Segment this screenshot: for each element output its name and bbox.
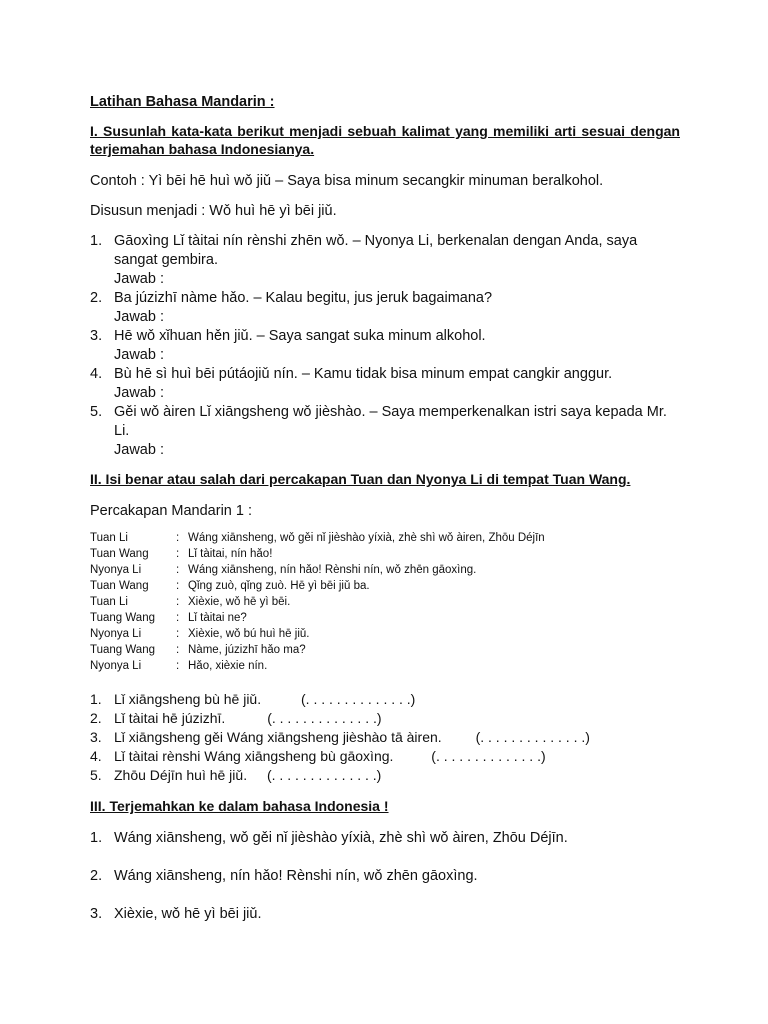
list-item bbox=[90, 829, 680, 848]
dialogue-line: Qǐng zuò, qǐng zuò. Hē yì bēi jiǔ ba. bbox=[188, 580, 370, 592]
speaker-name: Tuan Wang bbox=[90, 548, 149, 560]
dialogue-row bbox=[90, 530, 680, 546]
dialogue-colon: : bbox=[176, 564, 180, 576]
statement-text: Lǐ xiāngsheng bù hē jiǔ. bbox=[114, 691, 262, 707]
dialogue-row bbox=[90, 578, 680, 594]
dialogue-colon: : bbox=[176, 596, 180, 608]
section-3-heading: III. Terjemahkan ke dalam bahasa Indonesia ! bbox=[90, 798, 389, 814]
dialogue-colon: : bbox=[176, 548, 180, 560]
list-item bbox=[90, 867, 680, 886]
speaker-name: Tuang Wang bbox=[90, 644, 155, 656]
speaker-name: Tuang Wang bbox=[90, 612, 155, 624]
list-item bbox=[90, 709, 680, 728]
translation-sentence: Wáng xiānsheng, nín hǎo! Rènshi nín, wǒ zhēn gāoxìng. bbox=[114, 868, 478, 884]
speaker-name: Tuan Li bbox=[90, 532, 128, 544]
item-text: Ba júzizhī nàme hǎo. – Kalau begitu, jus jeruk bagaimana? bbox=[114, 290, 493, 306]
answer-label: Jawab : bbox=[114, 442, 164, 458]
true-false-list bbox=[90, 690, 680, 785]
dialogue-colon: : bbox=[176, 660, 180, 672]
worksheet-content bbox=[90, 88, 680, 943]
item-number: 5. bbox=[90, 404, 103, 420]
statement-text: Lǐ tàitai hē júzizhī. bbox=[114, 710, 226, 726]
list-item bbox=[90, 327, 680, 365]
dialogue-line: Lǐ tàitai, nín hǎo! bbox=[188, 548, 273, 560]
item-number: 2. bbox=[90, 710, 102, 726]
section-1-heading: I. Susunlah kata-kata berikut menjadi sebuah kalimat yang memiliki arti sesuai dengan terjemahan bahasa Indonesianya. bbox=[90, 123, 680, 157]
dialogue-row bbox=[90, 562, 680, 578]
item-number: 1. bbox=[90, 233, 103, 249]
dialogue-row bbox=[90, 658, 680, 674]
conversation-title: Percakapan Mandarin 1 : bbox=[90, 503, 253, 519]
dialogue-row bbox=[90, 626, 680, 642]
dialogue-colon: : bbox=[176, 628, 180, 640]
answer-blank: (. . . . . . . . . . . . . .) bbox=[267, 710, 382, 726]
item-text: Gāoxìng Lǐ tàitai nín rènshi zhēn wǒ. – Nyonya Li, berkenalan dengan Anda, saya sangat gembira. bbox=[114, 233, 638, 268]
answer-label: Jawab : bbox=[114, 347, 164, 363]
dialogue-row bbox=[90, 546, 680, 562]
answer-blank: (. . . . . . . . . . . . . .) bbox=[475, 729, 590, 745]
statement-text: Lǐ xiāngsheng gěi Wáng xiāngsheng jièshào tā àiren. bbox=[114, 729, 442, 745]
dialogue-colon: : bbox=[176, 612, 180, 624]
answer-label: Jawab : bbox=[114, 385, 164, 401]
list-item bbox=[90, 766, 680, 785]
section-2-heading: II. Isi benar atau salah dari percakapan Tuan dan Nyonya Li di tempat Tuan Wang. bbox=[90, 471, 631, 487]
answer-blank: (. . . . . . . . . . . . . .) bbox=[301, 691, 416, 707]
answer-label: Jawab : bbox=[114, 309, 164, 325]
item-number: 3. bbox=[90, 906, 103, 922]
answer-label: Jawab : bbox=[114, 271, 164, 287]
list-item bbox=[90, 289, 680, 327]
translation-list bbox=[90, 829, 680, 924]
list-item bbox=[90, 690, 680, 709]
dialogue-line: Lǐ tàitai ne? bbox=[188, 612, 247, 624]
item-number: 3. bbox=[90, 729, 102, 745]
item-number: 1. bbox=[90, 691, 102, 707]
dialogue-colon: : bbox=[176, 644, 180, 656]
dialogue-row bbox=[90, 594, 680, 610]
item-number: 4. bbox=[90, 366, 103, 382]
statement-text: Zhōu Déjīn huì hē jiǔ. bbox=[114, 767, 248, 783]
item-text: Hē wǒ xǐhuan hěn jiǔ. – Saya sangat suka minum alkohol. bbox=[114, 328, 486, 344]
answer-blank: (. . . . . . . . . . . . . .) bbox=[266, 767, 382, 783]
answer-blank: (. . . . . . . . . . . . . .) bbox=[431, 748, 546, 764]
section-1-list bbox=[90, 232, 680, 460]
list-item bbox=[90, 232, 680, 289]
speaker-name: Tuan Wang bbox=[90, 580, 149, 592]
item-number: 4. bbox=[90, 748, 102, 764]
list-item bbox=[90, 728, 680, 747]
translation-sentence: Wáng xiānsheng, wǒ gěi nǐ jièshào yíxià, zhè shì wǒ àiren, Zhōu Déjīn. bbox=[114, 830, 568, 846]
speaker-name: Tuan Li bbox=[90, 596, 128, 608]
dialogue-line: Xièxie, wǒ hē yì bēi. bbox=[188, 596, 291, 608]
example-answer: Disusun menjadi : Wǒ huì hē yì bēi jiǔ. bbox=[90, 203, 337, 219]
list-item bbox=[90, 905, 680, 924]
item-number: 2. bbox=[90, 290, 103, 306]
translation-sentence: Xièxie, wǒ hē yì bēi jiǔ. bbox=[114, 906, 262, 922]
dialogue-row bbox=[90, 642, 680, 658]
item-text: Gěi wǒ àiren Lǐ xiāngsheng wǒ jièshào. – Saya memperkenalkan istri saya kepada Mr. Li. bbox=[114, 404, 667, 439]
dialogue-block bbox=[90, 530, 680, 674]
dialogue-row bbox=[90, 610, 680, 626]
item-number: 2. bbox=[90, 868, 103, 884]
dialogue-colon: : bbox=[176, 532, 180, 544]
speaker-name: Nyonya Li bbox=[90, 628, 142, 640]
statement-text: Lǐ tàitai rènshi Wáng xiāngsheng bù gāoxìng. bbox=[114, 748, 394, 764]
dialogue-line: Wáng xiānsheng, nín hǎo! Rènshi nín, wǒ zhēn gāoxìng. bbox=[188, 564, 477, 576]
dialogue-line: Hǎo, xièxie nín. bbox=[188, 660, 268, 672]
dialogue-line: Xièxie, wǒ bú huì hē jiǔ. bbox=[188, 628, 310, 640]
speaker-name: Nyonya Li bbox=[90, 660, 142, 672]
list-item bbox=[90, 747, 680, 766]
dialogue-line: Wáng xiānsheng, wǒ gěi nǐ jièshào yíxià, zhè shì wǒ àiren, Zhōu Déjīn bbox=[188, 532, 545, 544]
item-number: 5. bbox=[90, 767, 102, 783]
item-number: 3. bbox=[90, 328, 103, 344]
list-item bbox=[90, 365, 680, 403]
example-sentence: Contoh : Yì bēi hē huì wǒ jiǔ – Saya bisa minum secangkir minuman beralkohol. bbox=[90, 173, 604, 189]
speaker-name: Nyonya Li bbox=[90, 564, 142, 576]
item-text: Bù hē sì huì bēi pútáojiǔ nín. – Kamu tidak bisa minum empat cangkir anggur. bbox=[114, 366, 613, 382]
list-item bbox=[90, 403, 680, 460]
dialogue-colon: : bbox=[176, 580, 180, 592]
document-title: Latihan Bahasa Mandarin : bbox=[90, 94, 275, 110]
dialogue-line: Nàme, júzizhī hǎo ma? bbox=[188, 644, 306, 656]
item-number: 1. bbox=[90, 830, 103, 846]
